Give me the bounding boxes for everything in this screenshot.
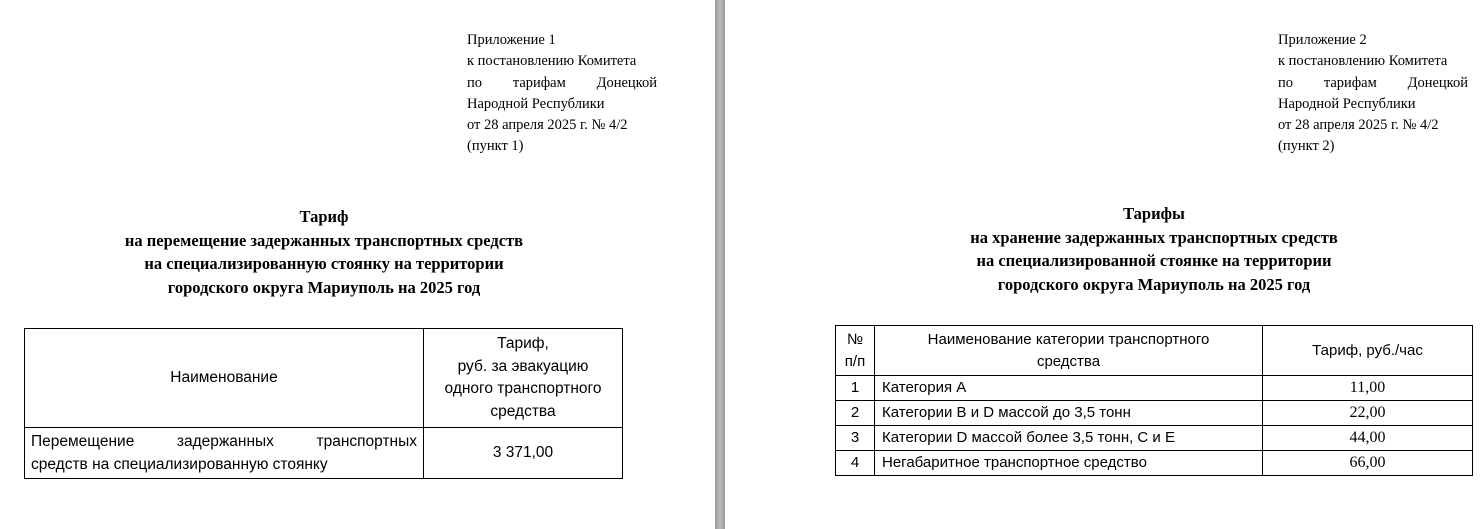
row-number: 3 (836, 426, 875, 451)
row-value: 44,00 (1263, 426, 1473, 451)
header-line: Наименование категории транспортного (927, 330, 1210, 348)
page-gap (712, 0, 730, 529)
row-name: Негабаритное транспортное средство (875, 451, 1263, 476)
row-value: 22,00 (1263, 401, 1473, 426)
table-header-row (25, 329, 623, 428)
appendix-line: Народной Республики (467, 95, 605, 112)
tariff-table (24, 328, 623, 479)
row-number: 2 (836, 401, 875, 426)
header-line: п/п (844, 352, 866, 370)
appendix-word: тарифам (1323, 74, 1377, 91)
table-row (836, 426, 1473, 451)
appendix-header (1278, 30, 1468, 158)
header-tarif-cell: Тариф, руб./час (1263, 326, 1473, 376)
appendix-number: Приложение 2 (1278, 32, 1367, 48)
title-line: Тариф (299, 207, 349, 226)
page-gap-bar (715, 0, 725, 529)
appendix-line: к постановлению Комитета (467, 53, 637, 70)
row-word: Перемещение (31, 433, 135, 450)
title-line: на перемещение задержанных транспортных средств (124, 230, 524, 250)
appendix-word: по (467, 74, 483, 91)
row-value-cell: 3 371,00 (424, 428, 623, 479)
appendix-line-justified (467, 73, 657, 94)
row-name: Категория А (875, 376, 1263, 401)
appendix-word: Донецкой (1407, 74, 1468, 91)
appendix-word: по (1278, 74, 1294, 91)
row-name-line (31, 430, 417, 453)
row-name-cell (25, 428, 424, 479)
header-num-cell (836, 326, 875, 376)
table-row (836, 376, 1473, 401)
header-line: средства (1036, 352, 1101, 370)
appendix-line: к постановлению Комитета (1278, 53, 1448, 70)
title-line: городского округа Мариуполь на 2025 год (997, 274, 1311, 294)
appendix-point: (пункт 1) (467, 138, 524, 155)
header-line: руб. за эвакуацию (457, 357, 589, 375)
row-number: 1 (836, 376, 875, 401)
tariff-table (835, 325, 1473, 476)
document-page-left (0, 0, 712, 529)
document-title (834, 202, 1474, 296)
header-line: средства (490, 402, 556, 420)
document-page-right (730, 0, 1481, 529)
title-line: Тарифы (1123, 204, 1185, 223)
header-line: № (846, 330, 864, 348)
appendix-point: (пункт 2) (1278, 138, 1335, 155)
table-row (25, 428, 623, 479)
appendix-line-justified (1278, 73, 1468, 94)
header-name-cell: Наименование (25, 329, 424, 428)
row-name: Категории B и D массой до 3,5 тонн (875, 401, 1263, 426)
row-name: Категории D массой более 3,5 тонн, С и Е (875, 426, 1263, 451)
appendix-header (467, 30, 657, 158)
header-line: одного транспортного (444, 380, 602, 397)
appendix-date: от 28 апреля 2025 г. № 4/2 (1278, 117, 1439, 134)
row-word: задержанных (176, 433, 274, 450)
header-name-cell (875, 326, 1263, 376)
row-name-line: средств на специализированную стоянку (31, 456, 328, 473)
table-header-row (836, 326, 1473, 376)
title-line: городского округа Мариуполь на 2025 год (167, 277, 481, 297)
row-value: 11,00 (1263, 376, 1473, 401)
row-word: транспортных (316, 433, 417, 450)
row-value: 66,00 (1263, 451, 1473, 476)
header-tarif-cell (424, 329, 623, 428)
table-row (836, 451, 1473, 476)
appendix-number: Приложение 1 (467, 32, 556, 48)
title-line: на специализированной стоянке на территории (976, 251, 1332, 270)
title-line: на хранение задержанных транспортных средств (970, 227, 1338, 247)
appendix-word: тарифам (512, 74, 566, 91)
appendix-date: от 28 апреля 2025 г. № 4/2 (467, 117, 628, 134)
title-line: на специализированную стоянку на территории (144, 254, 504, 273)
row-number: 4 (836, 451, 875, 476)
header-line: Тариф, (497, 335, 549, 352)
document-title (24, 205, 624, 299)
appendix-line: Народной Республики (1278, 95, 1416, 112)
table-row (836, 401, 1473, 426)
appendix-word: Донецкой (596, 74, 657, 91)
